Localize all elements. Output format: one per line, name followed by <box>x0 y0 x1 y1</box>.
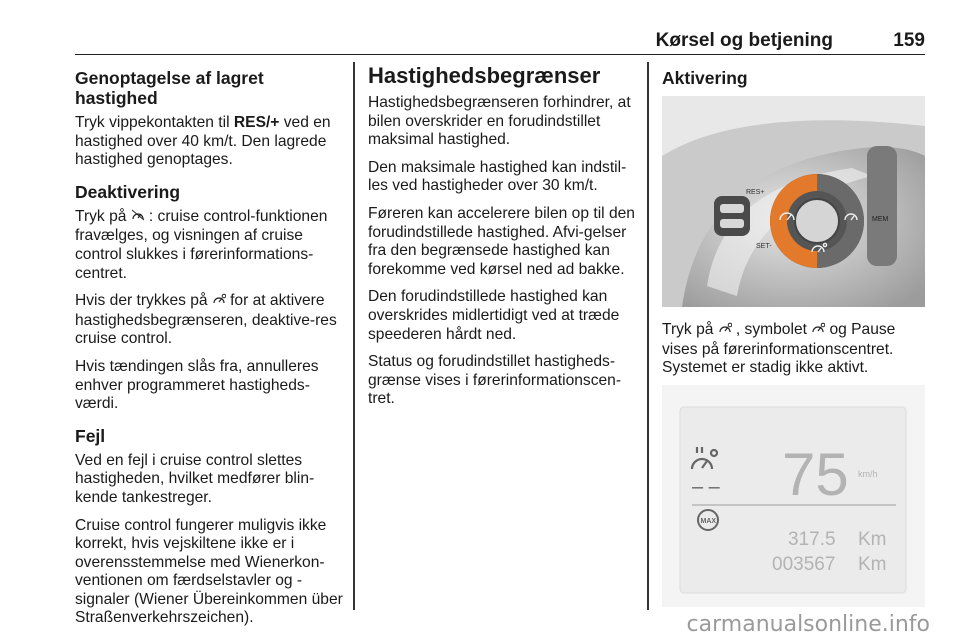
text-span: Tryk på <box>75 207 131 225</box>
column-divider-1 <box>353 62 355 610</box>
column-1 <box>75 64 347 637</box>
section-title: Kørsel og betjening <box>655 30 833 51</box>
paragraph-fault-2: Cruise control fungerer muligvis ikke korrekt, hvis vejskiltene ikke er i overensstemmelse med Wienerkon-ventionen om færdselstavler og -signaler (Wiener Übereinkommen über Straßenverkehrszeichen). <box>75 516 343 627</box>
res-key-label: RES/+ <box>233 114 280 131</box>
paragraph-deact-1 <box>75 208 347 283</box>
paragraph-limiter-5: Status og forudindstillet hastigheds-grænse vises i førerinformationscen-tret. <box>368 353 622 408</box>
column-2 <box>368 64 640 418</box>
speed-limiter-icon <box>718 323 736 338</box>
text-span: Tryk vippekontakten til <box>75 114 234 131</box>
speed-limiter-icon <box>811 323 829 338</box>
max-badge-label: MAX <box>700 518 717 525</box>
trip-value: 317.5 <box>788 529 836 550</box>
odometer-value: 003567 <box>772 554 836 575</box>
res-label: RES+ <box>746 189 765 196</box>
text-span: , symbolet <box>735 321 812 338</box>
text-span: Tryk på <box>662 321 718 338</box>
text-span: ved en hastighed over 40 km/t. Den lagrede hastighed genoptages. <box>75 114 331 169</box>
watermark: carmanualsonline.info <box>686 612 930 637</box>
paragraph-fault-1: Ved en fejl i cruise control slettes hastigheden, hvilket medfører blin-kende tankestreger. <box>75 451 315 506</box>
heading-activation: Aktivering <box>662 68 748 88</box>
text-span: Hvis der trykkes på <box>75 292 212 310</box>
paragraph-deact-2 <box>75 292 347 349</box>
driver-info-display <box>662 385 925 607</box>
heading-resume: Genoptagelse af lagret hastighed <box>75 68 264 108</box>
paragraph-limiter-3: Føreren kan accelerere bilen op til den forudindstillede hastighed. Afvi-gelser fra den begrænsede hastighed kan forekomme ved kørsel ned ad bakke. <box>368 204 635 278</box>
speed-value: 75 <box>782 441 849 508</box>
heading-deactivation: Deaktivering <box>75 181 181 202</box>
heading-speed-limiter: Hastighedsbegrænser <box>368 63 601 88</box>
odometer-unit: Km <box>858 554 887 575</box>
set-label: SET- <box>756 243 772 250</box>
column-divider-2 <box>647 62 649 610</box>
activation-caption <box>662 321 927 378</box>
heading-fault: Fejl <box>75 425 106 446</box>
mem-label: MEM <box>872 216 889 223</box>
text-span: for at aktivere hastighedsbegrænseren, deaktive-res cruise control. <box>75 292 337 348</box>
paragraph-resume <box>75 114 347 170</box>
page-number: 159 <box>893 30 925 51</box>
speed-limiter-icon <box>212 294 230 309</box>
paragraph-limiter-2: Den maksimale hastighed kan indstil-les ved hastigheder over 30 km/t. <box>368 158 627 195</box>
paragraph-deact-3: Hvis tændingen slås fra, annulleres enhver programmeret hastigheds-værdi. <box>75 357 319 413</box>
steering-wheel-illustration <box>662 96 925 307</box>
cruise-cancel-icon <box>131 210 149 225</box>
paragraph-limiter-4: Den forudindstillede hastighed kan overskrides midlertidigt ved at træde speederen hårdt ned. <box>368 288 620 343</box>
text-span: og Pause vises på førerinformationscentret. Systemet er stadig ikke aktivt. <box>662 321 896 377</box>
paragraph-limiter-1: Hastighedsbegrænseren forhindrer, at bilen overskrider en forudindstillet maksimal hastighed. <box>368 94 631 149</box>
trip-unit: Km <box>858 529 887 550</box>
column-3 <box>662 64 927 94</box>
text-span: : cruise control-funktionen fravælges, og visningen af cruise control slukkes i førerinformations-centret. <box>75 207 328 282</box>
speed-unit: km/h <box>858 469 878 479</box>
limit-dashes: – – <box>692 476 720 498</box>
page-header <box>75 28 925 55</box>
